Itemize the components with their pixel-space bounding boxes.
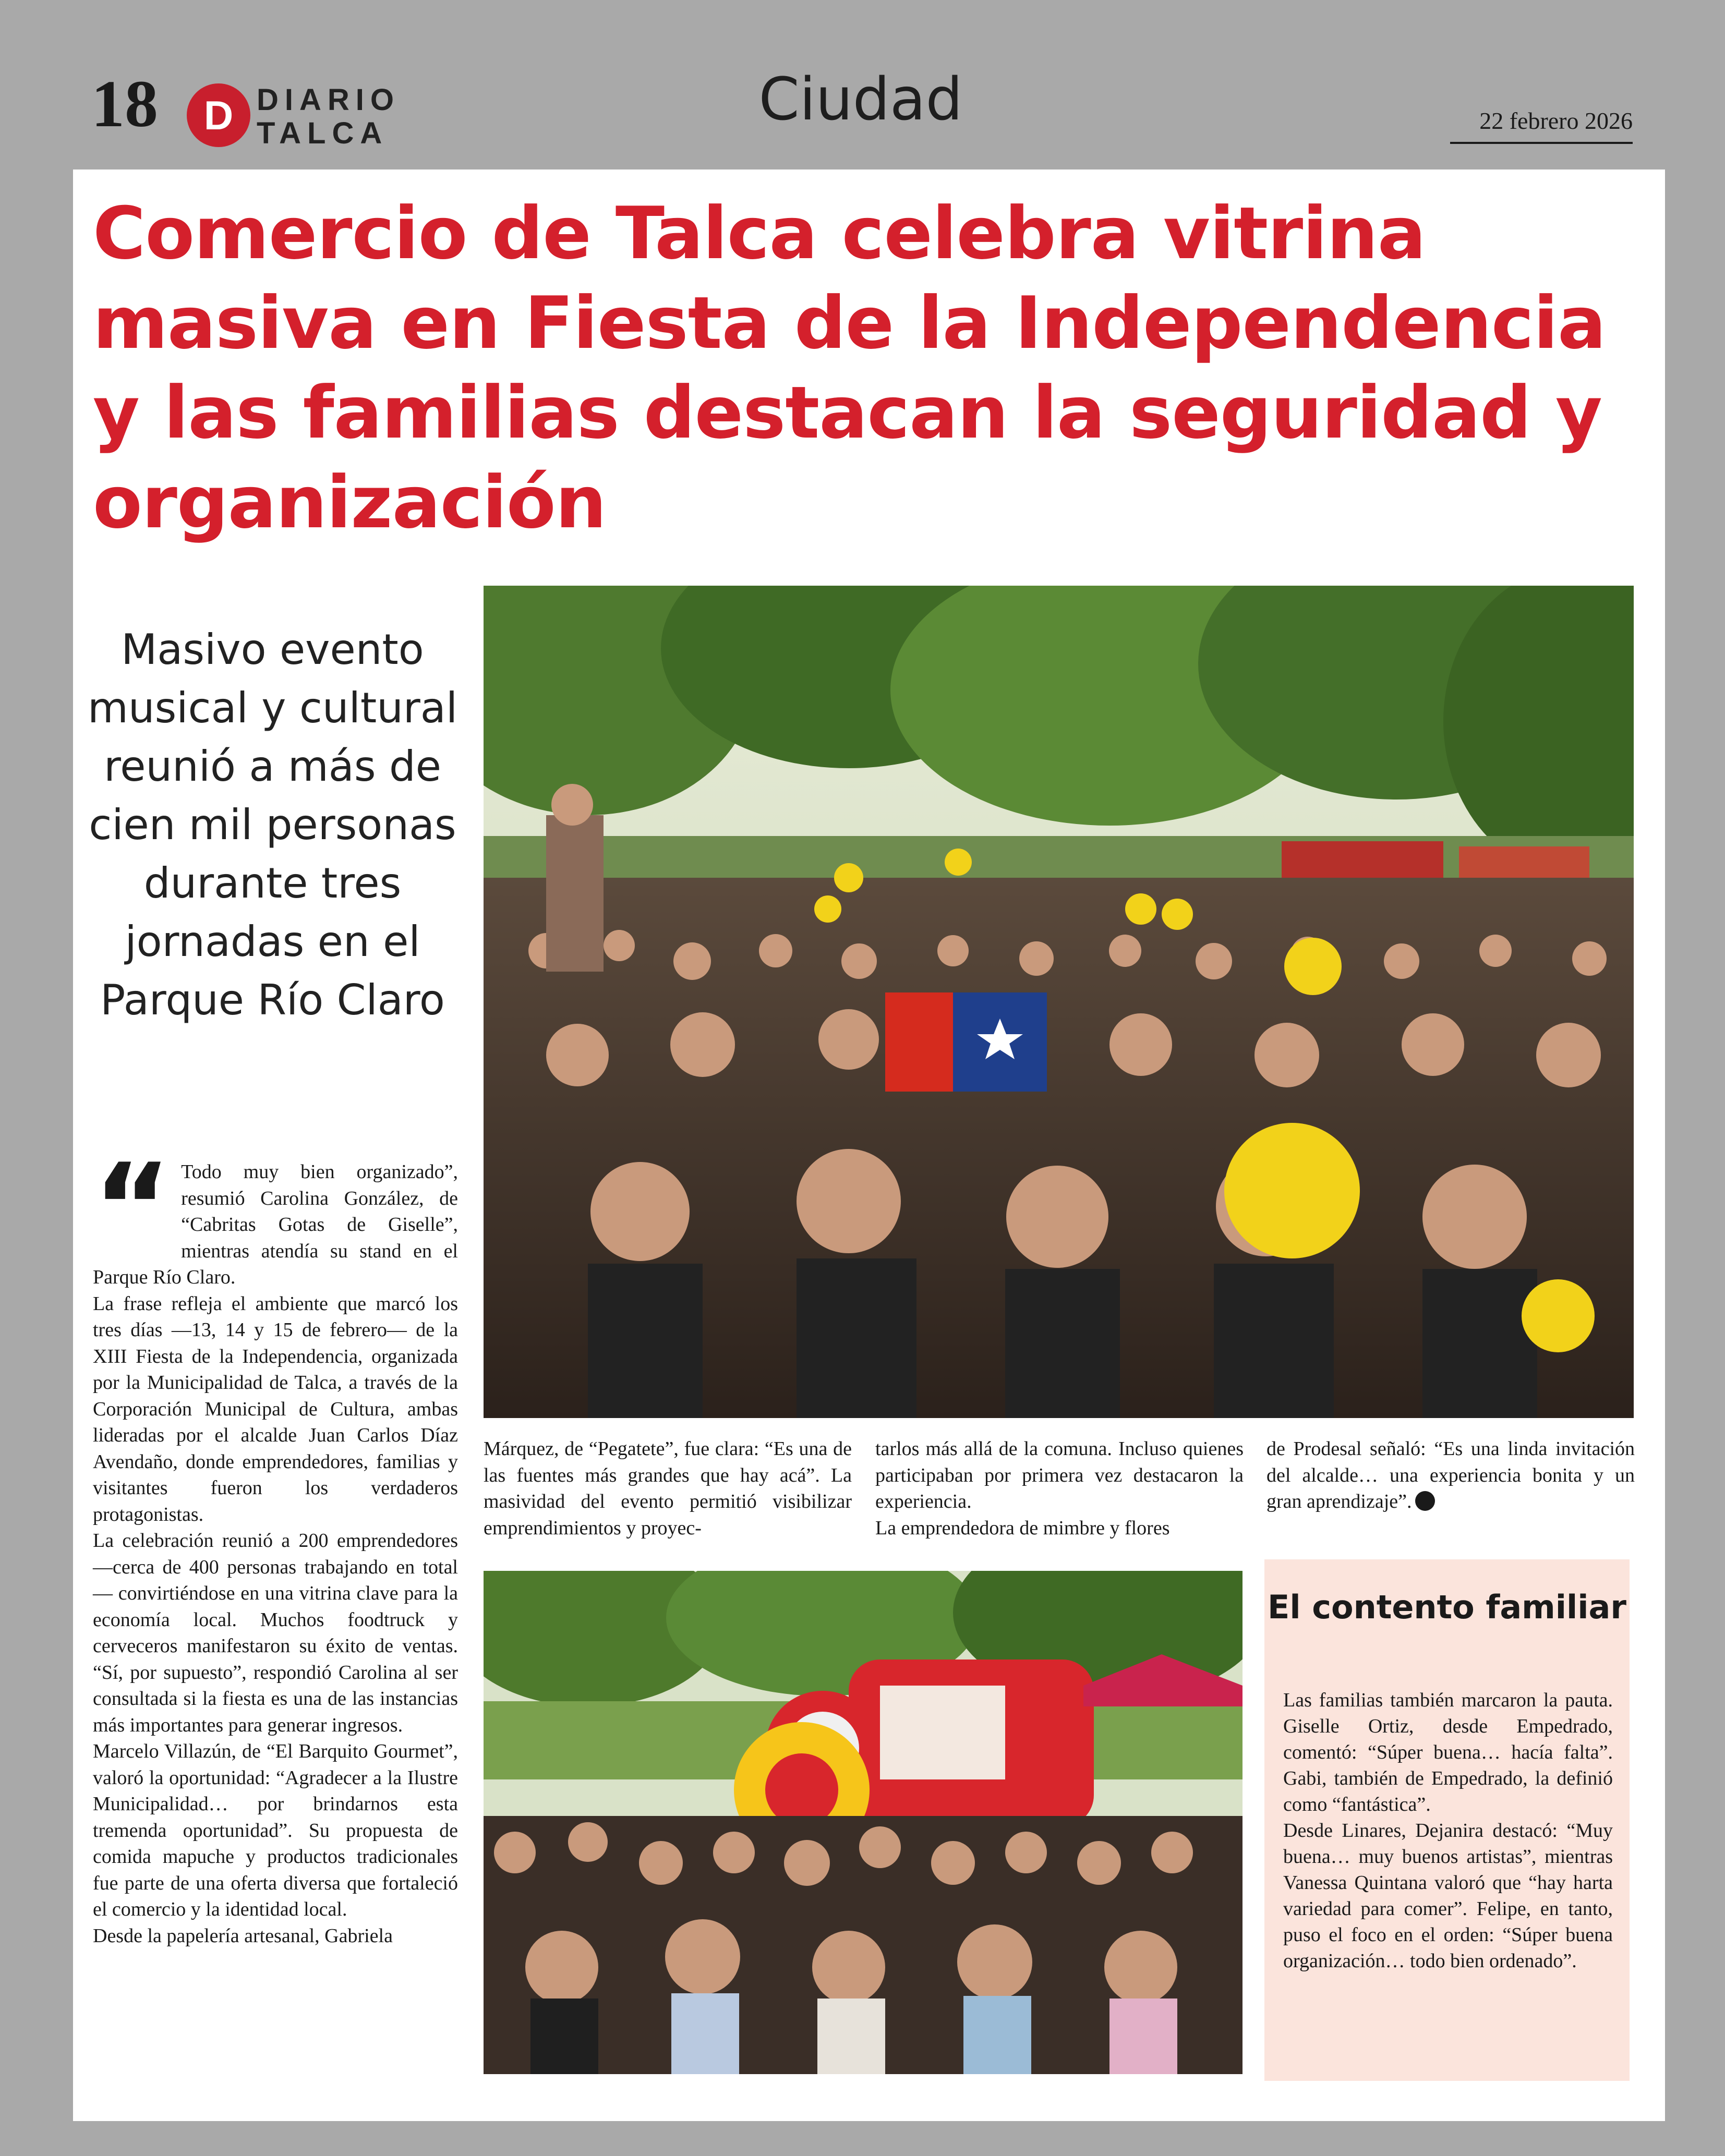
article-text: de Prodesal señaló: “Es una linda invitación del alcalde… una experiencia bonita y un gran aprendizaje”. bbox=[1266, 1438, 1635, 1512]
article-column-2 bbox=[484, 1436, 852, 1541]
crowd-photo bbox=[484, 586, 1634, 1418]
article-paragraph bbox=[1266, 1436, 1635, 1515]
brand-name bbox=[257, 83, 400, 150]
sidebar-paragraph: Desde Linares, Dejanira destacó: “Muy buena… muy buenos artistas”, mientras Vanessa Quintana valoró que “hay harta variedad para comer”. Felipe, en tanto, puso el foco en el orden: “Súper buena organización… todo bien ordenado”. bbox=[1283, 1820, 1613, 1972]
page-number: 18 bbox=[91, 67, 158, 141]
opening-quote-icon: “ bbox=[93, 1138, 172, 1278]
logo-letter: D bbox=[203, 92, 234, 138]
sidebar-title: El contento familiar bbox=[1268, 1588, 1626, 1626]
sidebar-paragraph: Las familias también marcaron la pauta. Giselle Ortiz, desde Empedrado, comentó: “Súper buena… hacía falta”. Gabi, también de Empedrado, la definió como “fantástica”. bbox=[1283, 1689, 1613, 1815]
article-paragraph: Márquez, de “Pegatete”, fue clara: “Es una de las fuentes más grandes que hay acá”. La masividad del evento permitió visibilizar emprendimientos y proyec- bbox=[484, 1438, 852, 1539]
article-column-3 bbox=[875, 1436, 1244, 1541]
article-paragraph: La celebración reunió a 200 emprendedores —cerca de 400 personas trabajando en total— convirtiéndose en una vitrina clave para la economía local. Muchos foodtruck y cerveceros manifestaron su éxito de ventas. “Sí, por supuesto”, respondió Carolina al ser consultada si la fiesta es una de las instancias más importantes para generar ingresos. bbox=[93, 1530, 458, 1736]
brand-line-2: TALCA bbox=[257, 116, 389, 150]
diario-talca-logo bbox=[187, 83, 250, 147]
sidebar-box bbox=[1264, 1559, 1630, 2081]
end-of-article-icon bbox=[1415, 1491, 1435, 1511]
sidebar-body bbox=[1283, 1687, 1613, 1974]
article-paragraph: Desde la papelería artesanal, Gabriela bbox=[93, 1924, 393, 1947]
market-photo bbox=[484, 1571, 1243, 2074]
brand-line-1: DIARIO bbox=[257, 83, 400, 117]
issue-date: 22 febrero 2026 bbox=[1450, 107, 1633, 144]
deck-subtitle: Masivo evento musical y cultural reunió a más de cien mil personas durante tres jornadas en el Parque Río Claro bbox=[87, 625, 458, 1024]
article-paragraph: Marcelo Villazún, de “El Barquito Gourmet”, valoró la oportunidad: “Agradecer a la Ilustre Municipalidad… por brindarnos esta tremenda oportunidad”. Su propuesta de comida mapuche y productos tradicionales fue parte de una oferta diversa que fortaleció el comercio y la identidad local. bbox=[93, 1740, 458, 1920]
headline: Comercio de Talca celebra vitrina masiva en Fiesta de la Independencia y las familias destacan la seguridad y organización bbox=[93, 191, 1606, 544]
article-column-1 bbox=[93, 1138, 458, 1949]
article-paragraph: tarlos más allá de la comuna. Incluso quienes participaban por primera vez destacaron la experiencia. bbox=[875, 1438, 1244, 1512]
article-paragraph: Todo muy bien organizado”, resumió Carolina González, de “Cabritas Gotas de Giselle”, mientras atendía su stand en el Parque Río Claro. bbox=[93, 1161, 458, 1288]
article-paragraph: La emprendedora de mimbre y flores bbox=[875, 1517, 1170, 1539]
article-paragraph: La frase refleja el ambiente que marcó los tres días —13, 14 y 15 de febrero— de la XIII Fiesta de la Independencia, organizada por la Municipalidad de Talca, a través de la Corporación Municipal de Cultura, ambas lideradas por el alcalde Juan Carlos Díaz Avendaño, donde emprendedores, familias y visitantes fueron los verdaderos protagonistas. bbox=[93, 1292, 458, 1525]
article-column-4 bbox=[1266, 1436, 1635, 1515]
section-title: Ciudad bbox=[758, 66, 963, 134]
